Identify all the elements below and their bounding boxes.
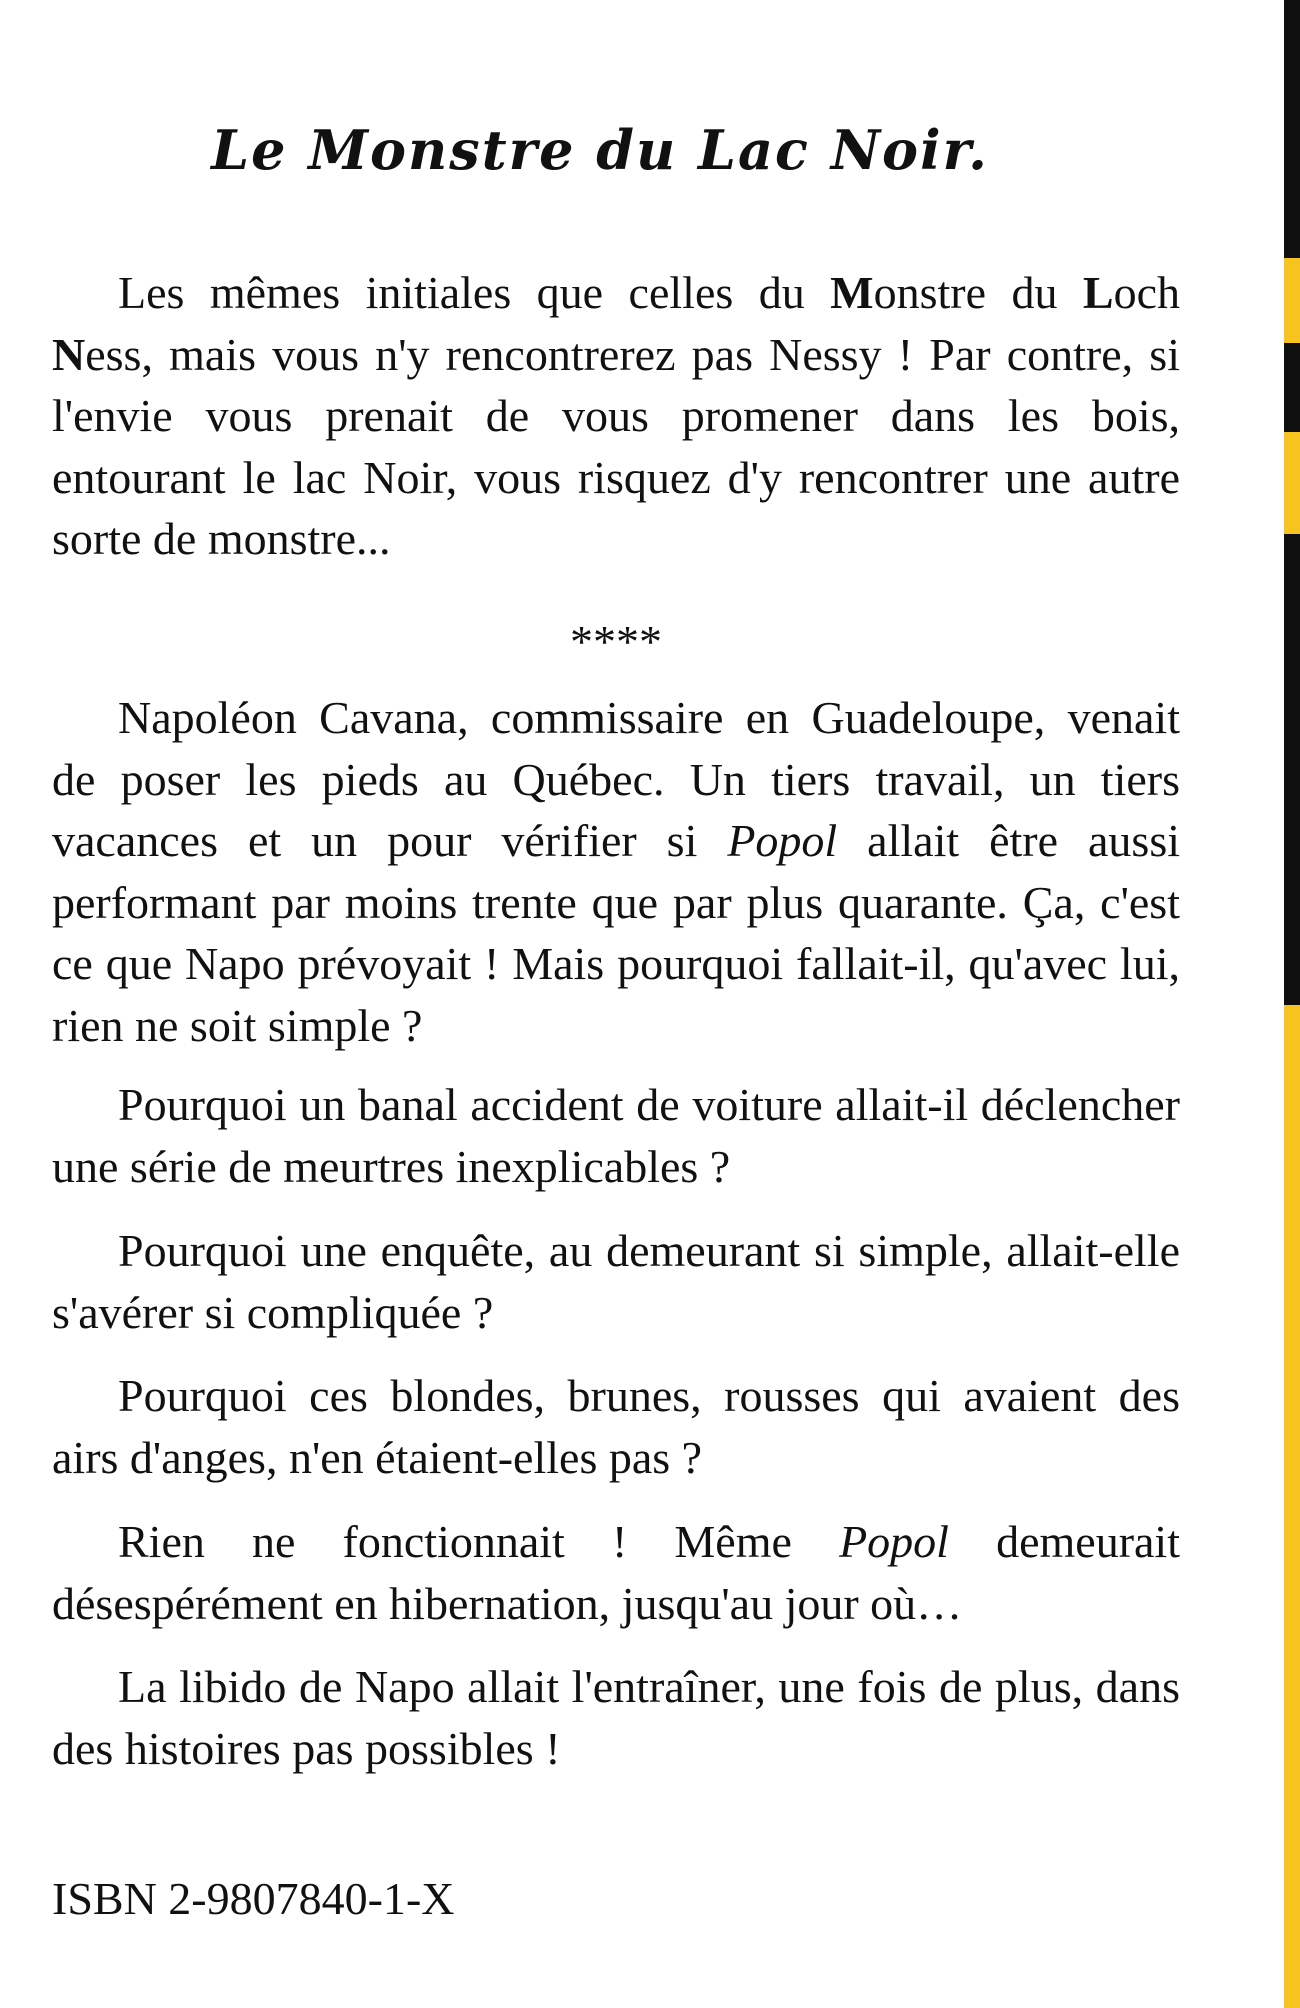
popol-italic: Popol: [727, 815, 838, 866]
intro-text: [52, 262, 1180, 570]
initial-n: N: [52, 328, 86, 380]
paragraph-6: [52, 1656, 1180, 1779]
paragraph-1: [52, 687, 1180, 1056]
paragraph-2: [52, 1074, 1180, 1197]
paragraph-1-text-2: allait être aussi performant par moins trente que par plus quarante. Ça, c'est ce que Napo prévoyait ! Mais pourquoi fallait-il, qu'avec lui, rien ne soit simple ?: [52, 815, 1180, 1051]
paragraph-5: [52, 1511, 1180, 1634]
paragraph-2-text: Pourquoi un banal accident de voiture allait-il déclencher une série de meurtres inexplicables ?: [52, 1079, 1180, 1192]
paragraph-1-text-1: Napoléon Cavana, commissaire en Guadeloupe, venait de poser les pieds au Québec. Un tiers travail, un tiers vacances et un pour vérifier si: [52, 692, 1180, 866]
initial-m: M: [830, 267, 874, 318]
popol-italic-2: Popol: [839, 1516, 949, 1567]
intro-text-2: onstre du: [873, 267, 1083, 318]
paragraph-5-text-1: Rien ne fonctionnait ! Même: [118, 1516, 840, 1567]
paragraph-4-text: Pourquoi ces blondes, brunes, rousses qui avaient des airs d'anges, n'en étaient-elles pas ?: [52, 1370, 1180, 1483]
intro-text-1: Les mêmes initiales que celles du: [118, 267, 831, 318]
paragraph-3: [52, 1220, 1180, 1343]
edge-stripe: [1284, 0, 1300, 2008]
stripe-yellow-segment-2: [1284, 432, 1300, 534]
initial-l: L: [1082, 267, 1114, 318]
paragraph-5-text-2: demeurait désespérément en hibernation, jusqu'au jour où…: [52, 1516, 1180, 1629]
paragraph-4: [52, 1365, 1180, 1488]
paragraph-6-text: La libido de Napo allait l'entraîner, une fois de plus, dans des histoires pas possibles !: [52, 1661, 1180, 1774]
isbn-number: ISBN 2-9807840-1-X: [52, 1873, 455, 1924]
intro-paragraph: [52, 262, 1180, 570]
section-separator: ****: [570, 616, 662, 667]
paragraph-5-text: [52, 1511, 1180, 1634]
intro-text-4: ess, mais vous n'y rencontrerez pas Nessy ! Par contre, si l'envie vous prenait de vous promener dans les bois, entourant le lac Noir, vous risquez d'y rencontrer une autre sorte de monstre...: [52, 328, 1180, 564]
paragraph-1-text: [52, 687, 1180, 1056]
stripe-yellow-segment-3: [1284, 1005, 1300, 2008]
book-title: Le Monstre du Lac Noir.: [211, 118, 989, 182]
intro-text-3: och: [1113, 267, 1180, 318]
stripe-yellow-segment-1: [1284, 258, 1300, 343]
paragraph-3-text: Pourquoi une enquête, au demeurant si simple, allait-elle s'avérer si compliquée ?: [52, 1225, 1180, 1338]
